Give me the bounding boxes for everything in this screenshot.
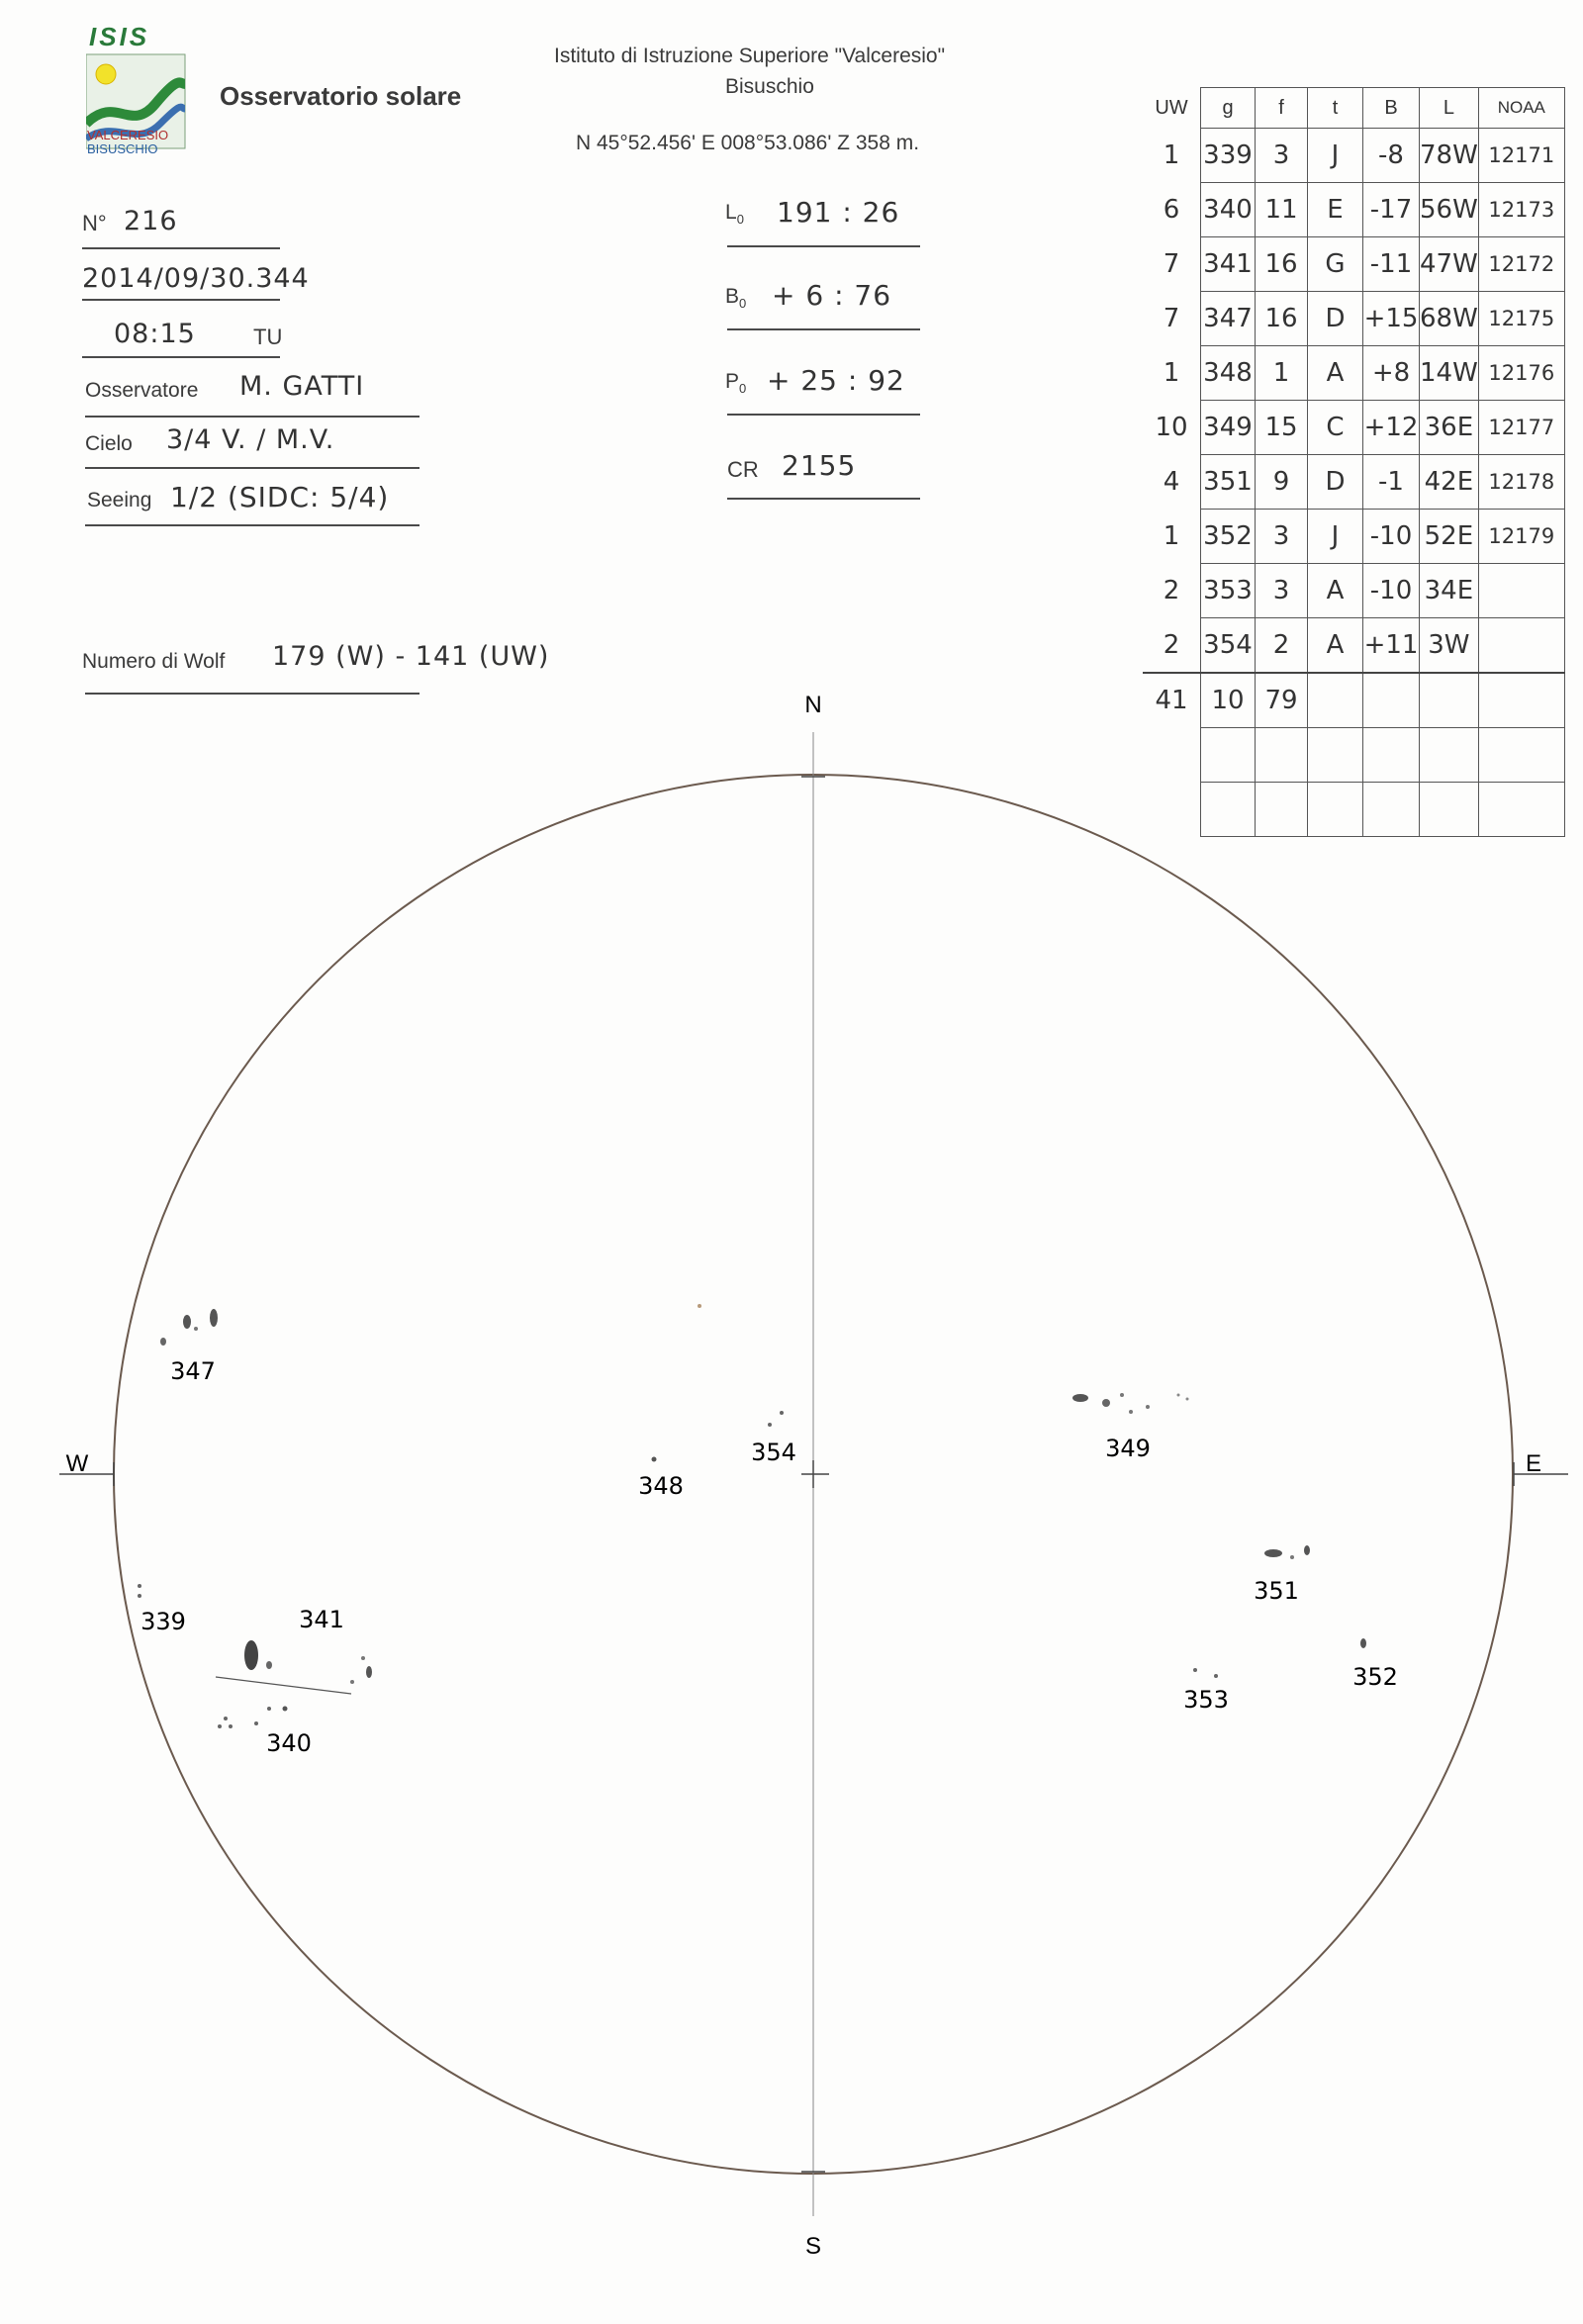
- table-cell-noaa: 12172: [1478, 237, 1564, 292]
- sunspot: [652, 1457, 657, 1462]
- time-value: 08:15: [114, 319, 196, 349]
- table-cell-f: 16: [1256, 292, 1308, 346]
- table-cell-g: 348: [1201, 346, 1256, 401]
- sunspot: [780, 1411, 784, 1415]
- sunspot: [183, 1315, 191, 1329]
- sunspot: [218, 1724, 222, 1728]
- sunspot: [366, 1666, 372, 1678]
- institute-name: Istituto di Istruzione Superiore "Valceresio": [554, 45, 946, 67]
- logo-subtitle-1: VALCERESIO: [87, 128, 169, 142]
- sunspot: [138, 1584, 141, 1588]
- group-label-348: 348: [638, 1472, 684, 1500]
- l0-value: 191 : 26: [777, 196, 900, 229]
- table-cell-b: +11: [1363, 618, 1420, 674]
- table-cell-g: 353: [1201, 564, 1256, 618]
- group-label-352: 352: [1352, 1663, 1398, 1691]
- table-cell-uw: 41: [1143, 673, 1201, 728]
- table-cell-b: B: [1363, 88, 1420, 129]
- table-cell-b: -17: [1363, 183, 1420, 237]
- group-341-axis-line: [216, 1677, 351, 1694]
- table-cell-f: 3: [1256, 129, 1308, 183]
- table-cell-b: +12: [1363, 401, 1420, 455]
- table-cell-t: A: [1308, 618, 1363, 674]
- table-cell-l: 42E: [1420, 455, 1479, 510]
- table-cell-t: J: [1308, 510, 1363, 564]
- cr-value: 2155: [782, 449, 857, 482]
- table-cell-t: E: [1308, 183, 1363, 237]
- institute-town: Bisuschio: [725, 75, 814, 98]
- observer-label: Osservatore: [85, 379, 199, 402]
- seeing-label: Seeing: [87, 489, 152, 511]
- table-cell-t: C: [1308, 401, 1363, 455]
- sunspot: [1177, 1394, 1180, 1397]
- table-cell-f: 1: [1256, 346, 1308, 401]
- group-label-353: 353: [1183, 1686, 1229, 1714]
- table-cell-f: 3: [1256, 564, 1308, 618]
- table-cell-noaa: 12173: [1478, 183, 1564, 237]
- table-cell-uw: 7: [1163, 304, 1180, 333]
- group-label-347: 347: [170, 1357, 216, 1385]
- table-cell-t: t: [1308, 88, 1363, 129]
- cr-label: CR: [727, 457, 759, 482]
- sunspot: [1264, 1549, 1282, 1557]
- sunspot: [138, 1594, 141, 1598]
- sunspot: [1186, 1398, 1189, 1401]
- table-cell-g: 349: [1201, 401, 1256, 455]
- sunspot: [267, 1707, 271, 1711]
- sunspot: [350, 1680, 354, 1684]
- sunspot: [224, 1717, 228, 1720]
- sunspot: [254, 1721, 258, 1725]
- number-label: N°: [82, 211, 107, 235]
- table-cell-t: A: [1308, 346, 1363, 401]
- table-cell-uw: 2: [1163, 629, 1180, 660]
- table-cell-l: L: [1420, 88, 1479, 129]
- sunspot: [210, 1309, 218, 1327]
- table-cell-f: 79: [1256, 673, 1308, 728]
- table-cell-t: J: [1308, 129, 1363, 183]
- sunspot: [1290, 1555, 1294, 1559]
- site-coordinates: N 45°52.456' E 008°53.086' Z 358 m.: [576, 132, 920, 154]
- table-cell-g: 10: [1201, 673, 1256, 728]
- table-cell-g: 351: [1201, 455, 1256, 510]
- logo-subtitle-2: BISUSCHIO: [87, 141, 158, 156]
- group-label-339: 339: [140, 1608, 186, 1635]
- sunspot: [160, 1338, 166, 1346]
- table-cell-noaa: 12177: [1478, 401, 1564, 455]
- p0-letter: P: [725, 370, 740, 393]
- table-cell-f: 15: [1256, 401, 1308, 455]
- sunspot: [266, 1661, 272, 1669]
- table-cell-l: 52E: [1420, 510, 1479, 564]
- table-cell-noaa: 12179: [1478, 510, 1564, 564]
- table-cell-noaa: 12176: [1478, 346, 1564, 401]
- group-label-354: 354: [751, 1439, 796, 1466]
- sunspot: [1072, 1394, 1088, 1402]
- sunspot: [1129, 1410, 1133, 1414]
- table-cell-uw: UW: [1155, 96, 1188, 119]
- group-label-351: 351: [1254, 1577, 1299, 1605]
- sunspot: [1360, 1638, 1366, 1648]
- sunspot: [698, 1304, 701, 1308]
- table-cell-uw: 6: [1163, 195, 1180, 225]
- wolf-value: 179 (W) - 141 (UW): [272, 641, 550, 672]
- sunspot: [283, 1707, 288, 1712]
- sunspot: [768, 1423, 772, 1427]
- table-cell-g: 354: [1201, 618, 1256, 674]
- table-cell-noaa: 12175: [1478, 292, 1564, 346]
- b0-subscript: 0: [739, 296, 747, 312]
- table-cell-f: f: [1256, 88, 1308, 129]
- table-cell-b: -10: [1363, 510, 1420, 564]
- table-cell-l: 3W: [1420, 618, 1479, 674]
- south-label: S: [804, 2233, 822, 2260]
- table-cell-uw: 7: [1163, 249, 1180, 279]
- b0-letter: B: [725, 285, 740, 308]
- table-cell-g: 352: [1201, 510, 1256, 564]
- table-cell-g: 341: [1201, 237, 1256, 292]
- sunspot: [361, 1656, 365, 1660]
- table-cell-f: 16: [1256, 237, 1308, 292]
- table-cell-f: 3: [1256, 510, 1308, 564]
- west-label: W: [65, 1450, 89, 1477]
- table-cell-f: 9: [1256, 455, 1308, 510]
- table-cell-b: -8: [1363, 129, 1420, 183]
- table-cell-f: 11: [1256, 183, 1308, 237]
- logo-wordmark: ISIS: [89, 22, 150, 51]
- table-cell-b: +8: [1363, 346, 1420, 401]
- table-cell-uw: 1: [1163, 521, 1180, 551]
- table-cell-uw: 4: [1163, 467, 1180, 497]
- table-cell-uw: 1: [1163, 140, 1180, 170]
- sky-value: 3/4 V. / M.V.: [166, 424, 335, 455]
- table-cell-noaa: 12171: [1478, 129, 1564, 183]
- table-cell-uw: 1: [1163, 358, 1180, 388]
- sunspot: [1102, 1399, 1110, 1407]
- table-cell-l: 47W: [1420, 237, 1479, 292]
- table-cell-g: 339: [1201, 129, 1256, 183]
- table-cell-l: 68W: [1420, 292, 1479, 346]
- table-cell-g: 347: [1201, 292, 1256, 346]
- sunspot: [1120, 1393, 1124, 1397]
- table-cell-l: 56W: [1420, 183, 1479, 237]
- date-value: 2014/09/30.344: [82, 263, 310, 294]
- sunspot: [1214, 1674, 1218, 1678]
- b0-value: + 6 : 76: [772, 279, 892, 312]
- sunspot: [194, 1327, 198, 1331]
- time-unit: TU: [253, 325, 283, 349]
- p0-subscript: 0: [739, 381, 747, 397]
- group-label-349: 349: [1105, 1435, 1151, 1462]
- table-cell-l: 36E: [1420, 401, 1479, 455]
- l0-subscript: 0: [736, 212, 744, 228]
- wolf-label: Numero di Wolf: [82, 650, 226, 673]
- sunspot: [1304, 1545, 1310, 1555]
- seeing-value: 1/2 (SIDC: 5/4): [170, 481, 390, 513]
- table-cell-uw: 10: [1155, 413, 1188, 442]
- sunspot: [1146, 1405, 1150, 1409]
- north-label: N: [804, 692, 822, 718]
- l0-letter: L: [725, 201, 737, 224]
- table-cell-b: -1: [1363, 455, 1420, 510]
- table-cell-f: 2: [1256, 618, 1308, 674]
- table-cell-t: A: [1308, 564, 1363, 618]
- sunspots: [138, 1304, 1366, 1728]
- observer-value: M. GATTI: [239, 371, 365, 402]
- sky-label: Cielo: [85, 432, 133, 455]
- number-value: 216: [124, 206, 178, 236]
- table-cell-b: +15: [1363, 292, 1420, 346]
- group-label-340: 340: [266, 1729, 312, 1757]
- table-cell-l: 14W: [1420, 346, 1479, 401]
- table-cell-t: D: [1308, 455, 1363, 510]
- table-cell-uw: 2: [1163, 576, 1180, 605]
- table-cell-g: g: [1201, 88, 1256, 129]
- group-label-341: 341: [299, 1606, 344, 1633]
- sunspot: [229, 1724, 233, 1728]
- table-cell-g: 340: [1201, 183, 1256, 237]
- table-cell-b: -10: [1363, 564, 1420, 618]
- table-cell-noaa: NOAA: [1478, 88, 1564, 129]
- table-cell-b: -11: [1363, 237, 1420, 292]
- table-cell-l: 34E: [1420, 564, 1479, 618]
- table-cell-l: 78W: [1420, 129, 1479, 183]
- table-cell-t: G: [1308, 237, 1363, 292]
- sunspot: [244, 1640, 258, 1670]
- p0-value: + 25 : 92: [767, 364, 905, 397]
- table-cell-t: D: [1308, 292, 1363, 346]
- table-cell-noaa: 12178: [1478, 455, 1564, 510]
- east-label: E: [1525, 1450, 1542, 1477]
- observatory-title: Osservatorio solare: [220, 81, 462, 111]
- sunspot: [1193, 1668, 1197, 1672]
